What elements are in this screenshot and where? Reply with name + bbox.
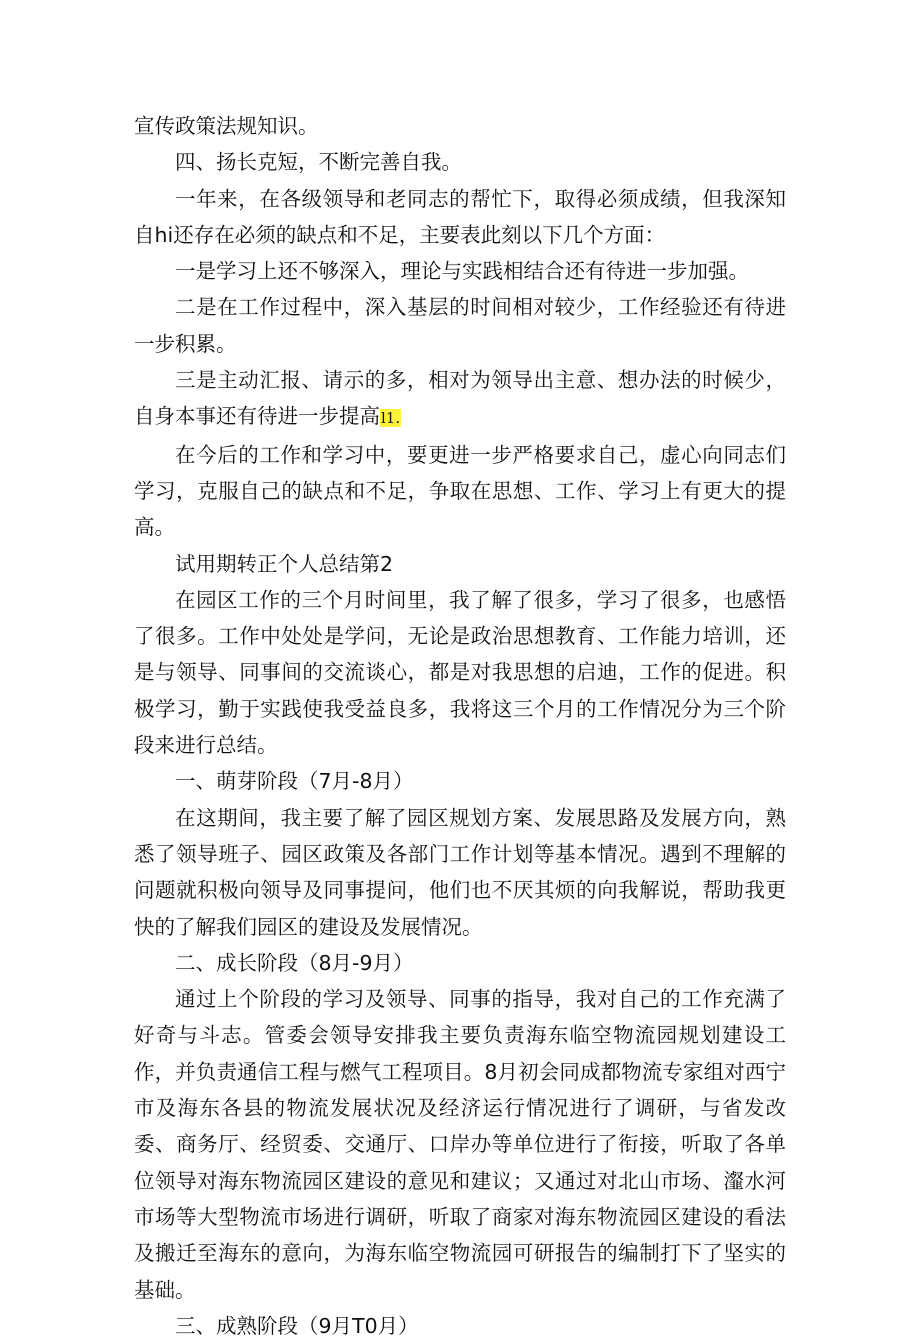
paragraph: 一年来，在各级领导和老同志的帮忙下，取得必须成绩，但我深知自hi还存在必须的缺点和不足，主要表此刻以下几个方面： [134,186,786,247]
list-item: 二是在工作过程中，深入基层的时间相对较少，工作经验还有待进一步积累。 [134,295,786,356]
paragraph: 在今后的工作和学习中，要更进一步严格要求自己，虚心向同志们学习，克服自己的缺点和不足，争取在思想、工作、学习上有更大的提高。 [134,442,786,540]
list-item [134,362,786,437]
highlighted-text: l1. [381,409,401,428]
paragraph: 在这期间，我主要了解了园区规划方案、发展思路及发展方向，熟悉了领导班子、园区政策及各部门工作计划等基本情况。遇到不理解的问题就积极向领导及同事提问，他们也不厌其烦的向我解说，帮助我更快的了解我们园区的建设及发展情况。 [134,805,786,939]
list-item: 一是学习上还不够深入，理论与实践相结合还有待进一步加强。 [175,259,749,284]
section-heading: 三、成熟阶段（9月T0月） [175,1313,419,1338]
section-title: 试用期转正个人总结第2 [175,551,394,576]
section-heading: 一、萌芽阶段（7月-8月） [175,769,414,794]
paragraph: 宣传政策法规知识。 [134,114,319,138]
paragraph-text: 三是主动汇报、请示的多，相对为领导出主意、想办法的时候少，自身本事还有待进一步提高 [134,368,786,429]
section-heading: 四、扬长克短，不断完善自我。 [175,150,462,175]
document-body [134,108,786,1344]
paragraph: 在园区工作的三个月时间里，我了解了很多，学习了很多，也感悟了很多。工作中处处是学问，无论是政治思想教育、工作能力培训，还是与领导、同事间的交流谈心，都是对我思想的启迪，工作的促进。积极学习，勤于实践使我受益良多，我将这三个月的工作情况分为三个阶段来进行总结。 [134,587,786,758]
section-heading: 二、成长阶段（8月-9月） [175,950,414,975]
paragraph: 通过上个阶段的学习及领导、同事的指导，我对自己的工作充满了好奇与斗志。管委会领导安排我主要负责海东临空物流园规划建设工作，并负责通信工程与燃气工程项目。8月初会同成都物流专家组对西宁市及海东各县的物流发展状况及经济运行情况进行了调研，与省发改委、商务厅、经贸委、交通厅、口岸办等单位进行了衔接，听取了各单位领导对海东物流园区建设的意见和建议；又通过对北山市场、瀣水河市场等大型物流市场进行调研，听取了商家对海东物流园区建设的看法及搬迁至海东的意向，为海东临空物流园可研报告的编制打下了坚实的基础。 [134,987,786,1302]
